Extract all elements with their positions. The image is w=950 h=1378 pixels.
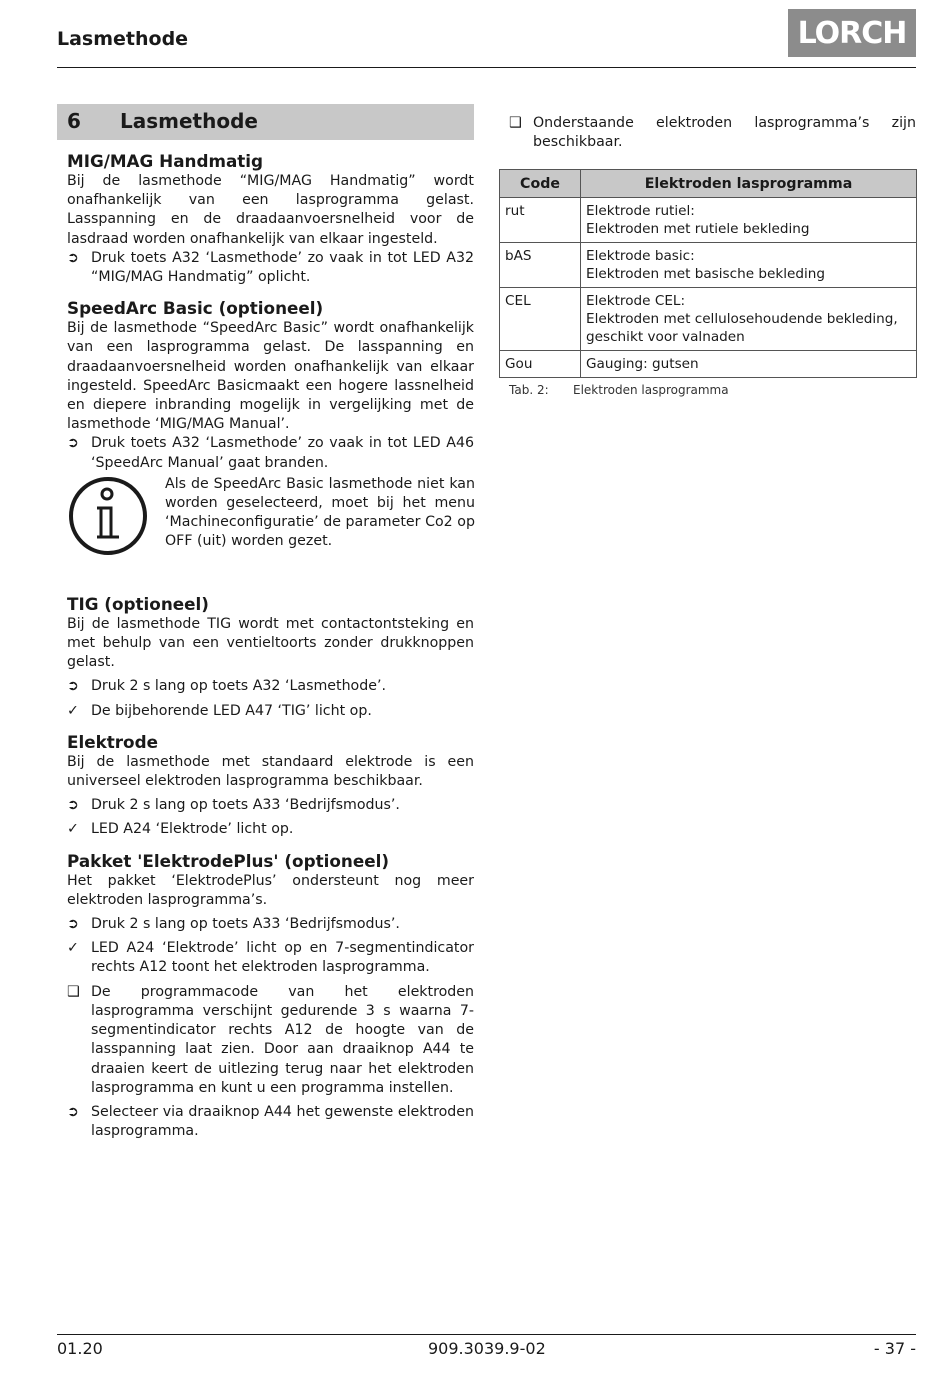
result-step xyxy=(67,820,474,839)
section-tig xyxy=(57,593,474,721)
chapter-number: 6 xyxy=(67,109,81,134)
section-mig xyxy=(57,150,474,287)
condition-step xyxy=(499,114,916,152)
footer-page-number: - 37 - xyxy=(873,1339,916,1358)
code-cell: CEL xyxy=(500,288,581,351)
step-text: Druk 2 s lang op toets A33 ‘Bedrijfsmodus’. xyxy=(91,797,400,814)
left-column xyxy=(57,104,474,1141)
lorch-logo: LORCH xyxy=(788,9,916,57)
section-text: Bij de lasmethode “MIG/MAG Handmatig” wordt onafhankelijk van een lasprogramma gelast. Lasspanning en de draadaanvoersnelheid voor de lasdraad worden onafhankelijk van elkaar ingesteld. xyxy=(67,173,474,247)
table-row xyxy=(500,288,917,351)
right-column xyxy=(499,114,916,401)
action-arrow-icon: ➲ xyxy=(67,435,79,452)
table-row xyxy=(500,351,917,378)
program-cell xyxy=(581,198,917,243)
step-text: Druk toets A32 ‘Lasmethode’ zo vaak in tot LED A32 “MIG/MAG Handmatig” oplicht. xyxy=(91,249,474,286)
action-step xyxy=(67,677,474,696)
action-arrow-icon: ➲ xyxy=(67,249,79,266)
info-text: Als de SpeedArc Basic lasmethode niet kan worden geselecteerd, moet bij het menu ‘Machineconfiguratie’ de parameter Co2 op OFF (uit) worden gezet. xyxy=(165,475,475,550)
result-step xyxy=(67,939,474,977)
condition-box-icon: ❑ xyxy=(67,983,80,1000)
action-step xyxy=(67,796,474,815)
result-text: LED A24 ‘Elektrode’ licht op. xyxy=(91,821,294,838)
condition-step xyxy=(67,983,474,1098)
result-check-icon: ✓ xyxy=(67,940,79,957)
program-description: Elektroden met rutiele bekleding xyxy=(586,221,810,238)
section-heading: TIG (optioneel) xyxy=(67,593,209,614)
caption-label: Tab. 2: xyxy=(509,383,549,398)
chapter-heading xyxy=(57,104,474,140)
step-text: Selecteer via draaiknop A44 het gewenste elektroden lasprogramma. xyxy=(91,1103,474,1140)
program-cell xyxy=(581,243,917,288)
result-step xyxy=(67,702,474,721)
section-heading: MIG/MAG Handmatig xyxy=(67,151,264,171)
condition-text: De programmacode van het elektroden lasprogramma verschijnt gedurende 3 s waarna 7-segmentindicator rechts A12 de hoogte van de lasspanning laat zien. Door aan draaiknop A44 te draaien keert de uitlezing terug naar het elektroden lasprogramma en kunt u een programma instellen. xyxy=(91,983,474,1096)
footer-rule xyxy=(57,1334,916,1335)
section-elektrode xyxy=(57,731,474,840)
section-text: Het pakket ‘ElektrodePlus’ ondersteunt nog meer elektroden lasprogramma’s. xyxy=(67,872,474,908)
section-pakket xyxy=(57,850,474,1142)
condition-box-icon: ❑ xyxy=(509,115,522,131)
step-text: Druk toets A32 ‘Lasmethode’ zo vaak in tot LED A46 ‘SpeedArc Manual’ gaat branden. xyxy=(91,435,474,471)
program-cell xyxy=(581,288,917,351)
section-heading: SpeedArc Basic (optioneel) xyxy=(67,298,324,319)
table-row xyxy=(500,198,917,243)
header-rule xyxy=(57,67,916,68)
action-step xyxy=(67,915,474,934)
action-arrow-icon: ➲ xyxy=(67,916,79,933)
program-name: Elektrode CEL: xyxy=(586,293,686,310)
program-cell xyxy=(581,351,917,378)
section-text: Bij de lasmethode met standaard elektrode is een universeel elektroden lasprogramma beschikbaar. xyxy=(67,753,474,790)
action-arrow-icon: ➲ xyxy=(67,797,79,814)
caption-text: Elektroden lasprogramma xyxy=(573,383,729,398)
program-table xyxy=(499,169,917,378)
section-heading: Pakket 'ElektrodePlus' (optioneel) xyxy=(67,850,390,871)
step-text: Druk 2 s lang op toets A33 ‘Bedrijfsmodus’. xyxy=(91,916,400,933)
program-description: Elektroden met basische bekleding xyxy=(586,266,826,283)
program-name: Elektrode basic: xyxy=(586,248,695,265)
footer-date: 01.20 xyxy=(57,1339,103,1358)
result-text: LED A24 ‘Elektrode’ licht op en 7-segmentindicator rechts A12 toont het elektroden lasprogramma. xyxy=(91,940,474,976)
result-check-icon: ✓ xyxy=(67,821,79,838)
action-step xyxy=(67,434,474,472)
info-note xyxy=(67,475,474,567)
code-cell: Gou xyxy=(500,351,581,378)
chapter-title: Lasmethode xyxy=(120,109,258,134)
info-icon xyxy=(67,475,149,557)
column-header-code: Code xyxy=(500,170,581,198)
result-text: De bijbehorende LED A47 ‘TIG’ licht op. xyxy=(91,702,372,719)
result-check-icon: ✓ xyxy=(67,702,79,719)
program-description: Elektroden met cellulosehoudende bekleding, geschikt voor valnaden xyxy=(586,311,898,346)
code-cell: rut xyxy=(500,198,581,243)
code-cell: bAS xyxy=(500,243,581,288)
column-header-program: Elektroden lasprogramma xyxy=(581,170,917,198)
action-arrow-icon: ➲ xyxy=(67,1103,79,1120)
section-speedarc xyxy=(57,297,474,567)
step-text: Druk 2 s lang op toets A32 ‘Lasmethode’. xyxy=(91,678,386,695)
table-row xyxy=(500,243,917,288)
intro-text: Onderstaande elektroden lasprogramma’s zijn beschikbaar. xyxy=(533,115,916,151)
program-name: Elektrode rutiel: xyxy=(586,203,695,220)
program-name: Gauging: gutsen xyxy=(586,356,699,373)
section-heading: Elektrode xyxy=(67,731,158,752)
section-text: Bij de lasmethode TIG wordt met contactontsteking en met behulp van een ventieltoorts zonder drukknoppen gelast. xyxy=(67,615,474,671)
section-text: Bij de lasmethode “SpeedArc Basic” wordt onafhankelijk van een lasprogramma gelast. De lasspanning en draadaanvoersnelheid worden onafhankelijk van elkaar ingesteld. SpeedArc Basicmaakt een hogere lassnelheid en diepere inbranding mogelijk in vergelijking met de lasmethode ‘MIG/MAG Manual’. xyxy=(67,320,474,433)
table-caption xyxy=(499,381,916,400)
action-arrow-icon: ➲ xyxy=(67,678,79,695)
action-step xyxy=(67,249,474,287)
action-step xyxy=(67,1103,474,1141)
footer-doc-number: 909.3039.9-02 xyxy=(428,1339,546,1358)
table-header-row xyxy=(500,170,917,198)
header-title: Lasmethode xyxy=(57,28,189,50)
